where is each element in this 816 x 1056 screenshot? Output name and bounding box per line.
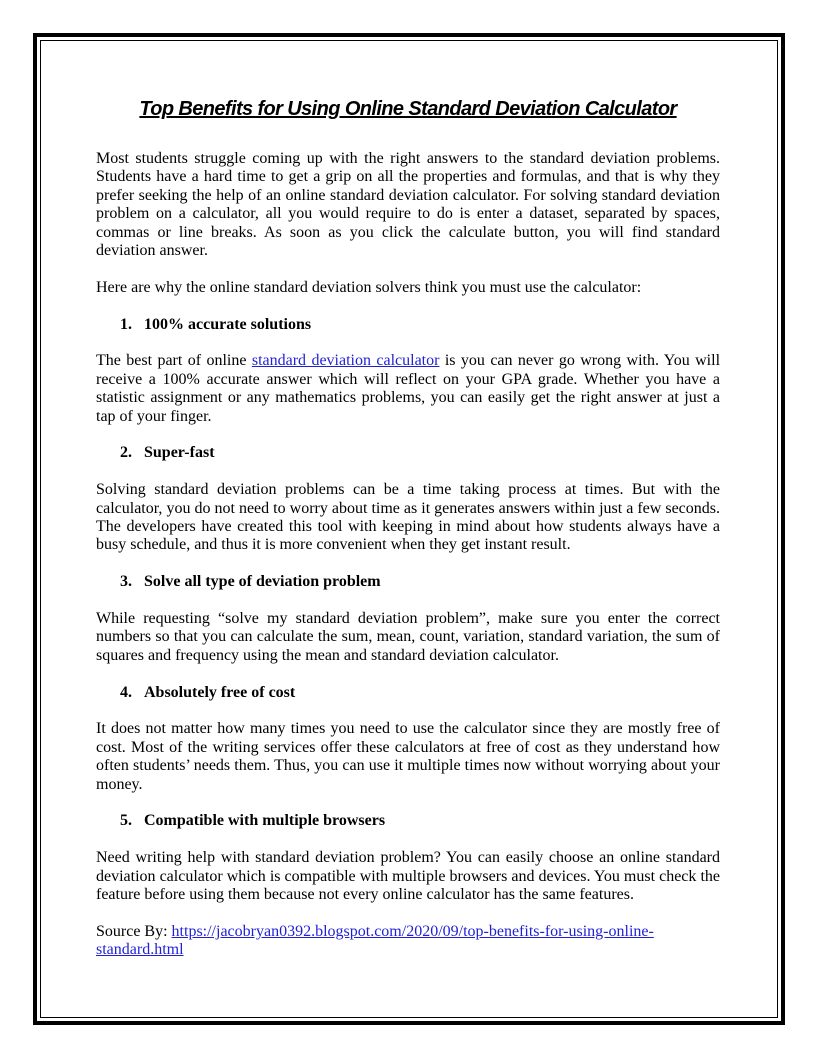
section-paragraph-5: Need writing help with standard deviation problem? You can easily choose an online standard deviation calculator which is compatible with multiple browsers and devices. You must check the feature before using them because not every online calculator has the same features. <box>96 849 720 904</box>
source-link[interactable] <box>96 923 654 958</box>
source-label: Source By: <box>96 922 172 940</box>
calculator-link[interactable]: standard deviation calculator <box>251 352 440 370</box>
source-line <box>96 923 720 960</box>
document-body <box>96 96 720 978</box>
heading-text: Solve all type of deviation problem <box>144 573 381 591</box>
text: is you can never go wrong with. You will receive a 100% accurate answer which will reflect on your GPA grade. Whether you have a statistic assignment or any mathematics problems, you can easily get the right answer at just a tap of your finger. <box>96 352 721 425</box>
source-url-part1: https://jacobryan0392.blogspot.com/2020/09/top-benefits-for-using-online- <box>171 922 654 940</box>
heading-text: 100% accurate solutions <box>144 315 312 333</box>
section-heading-4 <box>96 684 720 702</box>
list-number: 2. <box>120 444 132 462</box>
intro-paragraph: Most students struggle coming up with the right answers to the standard deviation problems. Students have a hard time to get a grip on all the properties and formulas, and that is why they prefer seeking the help of an online standard deviation calculator. For solving standard deviation problem on a calculator, all you would require to do is enter a dataset, separated by spaces, commas or line breaks. As soon as you click the calculate button, you will find standard deviation answer. <box>96 150 720 260</box>
section-paragraph-4: It does not matter how many times you need to use the calculator since they are mostly free of cost. Most of the writing services offer these calculators at free of cost as they understand how often students’ needs them. Thus, you can use it multiple times now without worrying about your money. <box>96 720 720 793</box>
heading-text: Compatible with multiple browsers <box>144 812 386 830</box>
section-heading-3 <box>96 573 720 591</box>
text: The best part of online <box>96 352 252 370</box>
heading-text: Absolutely free of cost <box>144 683 296 701</box>
lead-paragraph: Here are why the online standard deviation solvers think you must use the calculator: <box>96 278 642 296</box>
list-number: 3. <box>120 573 132 591</box>
section-heading-1 <box>96 316 720 334</box>
section-heading-5 <box>96 812 720 830</box>
list-number: 5. <box>120 812 132 830</box>
list-number: 4. <box>120 683 132 701</box>
section-heading-2 <box>96 444 720 462</box>
section-paragraph-2: Solving standard deviation problems can be a time taking process at times. But with the calculator, you do not need to worry about time as it generates answers within just a few seconds. The developers have created this tool with keeping in mind about how students always have a busy schedule, and thus it is more convenient when they get instant result. <box>96 481 720 554</box>
list-number: 1. <box>120 315 132 333</box>
section-paragraph-1 <box>96 352 720 426</box>
heading-text: Super-fast <box>144 444 215 462</box>
page-title: Top Benefits for Using Online Standard Deviation Calculator <box>139 98 677 120</box>
source-url-part2: standard.html <box>96 941 184 959</box>
section-paragraph-3: While requesting “solve my standard deviation problem”, make sure you enter the correct numbers so that you can calculate the sum, mean, count, variation, standard variation, the sum of squares and frequency using the mean and standard deviation calculator. <box>96 610 720 664</box>
